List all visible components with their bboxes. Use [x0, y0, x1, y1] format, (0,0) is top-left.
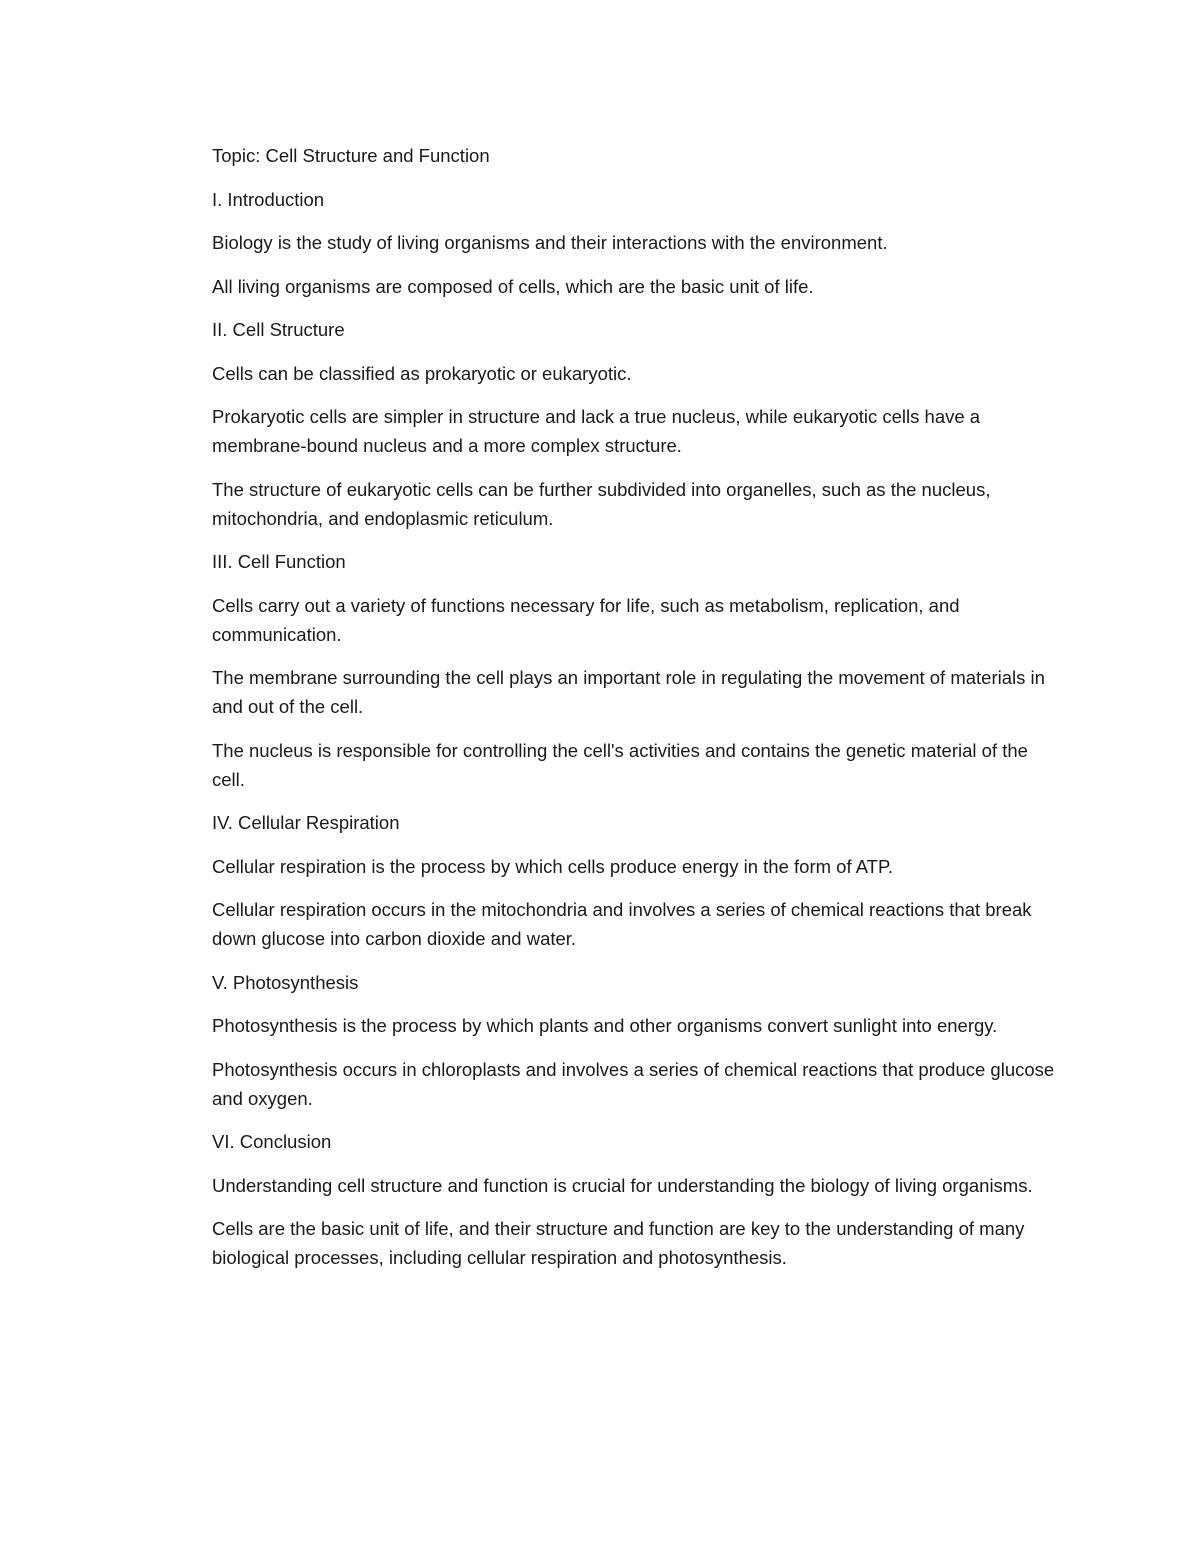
paragraph: Cells carry out a variety of functions necessary for life, such as metabolism, replication, and communication.: [212, 594, 960, 645]
paragraph: Cellular respiration occurs in the mitochondria and involves a series of chemical reactions that break down glucose into carbon dioxide and water.: [212, 899, 1032, 949]
paragraph: Understanding cell structure and function is crucial for understanding the biology of living organisms.: [212, 1174, 1033, 1196]
paragraph: Biology is the study of living organisms and their interactions with the environment.: [212, 232, 888, 253]
document-topic: Topic: Cell Structure and Function: [212, 145, 490, 166]
section-heading-cell-function: III. Cell Function: [212, 551, 346, 572]
paragraph: The nucleus is responsible for controlling the cell's activities and contains the genetic material of the cell.: [212, 739, 1028, 790]
section-heading-cellular-respiration: IV. Cellular Respiration: [212, 812, 400, 833]
section-heading-photosynthesis: V. Photosynthesis: [212, 971, 359, 993]
paragraph: Cells can be classified as prokaryotic or eukaryotic.: [212, 362, 632, 384]
document-body: [212, 141, 1062, 1287]
paragraph: Photosynthesis occurs in chloroplasts and involves a series of chemical reactions that produce glucose and oxygen.: [212, 1058, 1055, 1109]
paragraph: All living organisms are composed of cells, which are the basic unit of life.: [212, 275, 814, 297]
paragraph: Cellular respiration is the process by which cells produce energy in the form of ATP.: [212, 855, 894, 877]
section-heading-conclusion: VI. Conclusion: [212, 1131, 332, 1152]
paragraph: The membrane surrounding the cell plays an important role in regulating the movement of materials in and out of the cell.: [212, 667, 1045, 717]
section-heading-cell-structure: II. Cell Structure: [212, 319, 345, 340]
paragraph: Prokaryotic cells are simpler in structure and lack a true nucleus, while eukaryotic cells have a membrane-bound nucleus and a more complex structure.: [212, 406, 981, 456]
paragraph: Cells are the basic unit of life, and their structure and function are key to the understanding of many biological processes, including cellular respiration and photosynthesis.: [212, 1218, 1025, 1268]
paragraph: The structure of eukaryotic cells can be further subdivided into organelles, such as the nucleus, mitochondria, and endoplasmic reticulum.: [212, 478, 991, 529]
paragraph: Photosynthesis is the process by which plants and other organisms convert sunlight into energy.: [212, 1015, 998, 1036]
section-heading-introduction: I. Introduction: [212, 188, 325, 210]
